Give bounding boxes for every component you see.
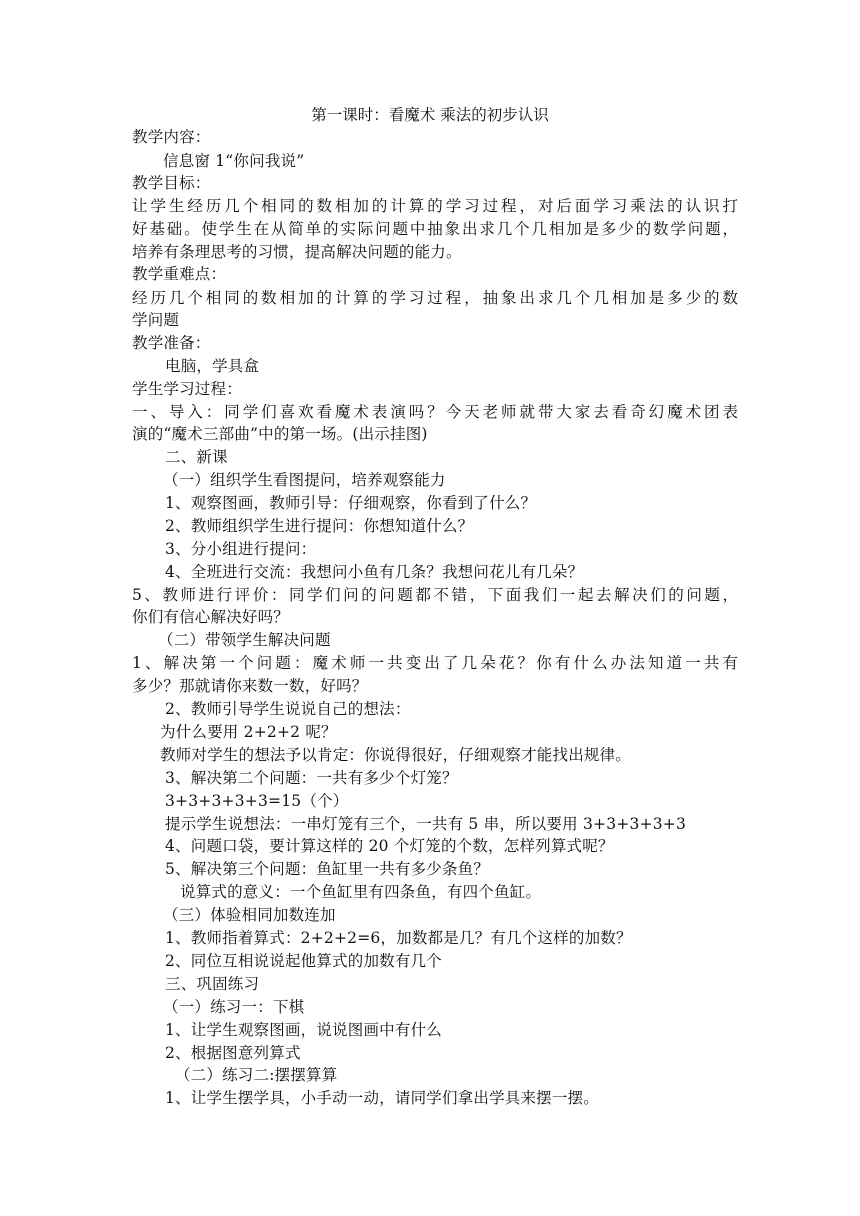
- document-title: 第一课时：看魔术 乘法的初步认识: [311, 106, 549, 124]
- text-why-question: 为什么要用 2+2+2 呢？: [160, 723, 337, 741]
- text-exercise-2-step-1: 1、让学生摆学具，小手动一动，请同学们拿出学具来摆一摆。: [165, 1089, 599, 1107]
- text-goals-line-1: 让学生经历几个相同的数相加的计算的学习过程，对后面学习乘法的认识打: [132, 197, 738, 215]
- text-exercise-1-step-1: 1、让学生观察图画，说说图画中有什么: [165, 1021, 442, 1039]
- heading-exercise-1: （一）练习一：下棋: [163, 998, 305, 1016]
- heading-teaching-content: 教学内容：: [132, 128, 211, 146]
- text-problem-1-line-1: 1、解决第一个问题：魔术师一共变出了几朵花？你有什么办法知道一共有: [132, 654, 738, 672]
- text-exercise-1-step-2: 2、根据图意列算式: [165, 1044, 301, 1062]
- text-preparation: 电脑，学具盒: [165, 357, 260, 375]
- text-hint-lanterns: 提示学生说想法：一串灯笼有三个，一共有 5 串，所以要用 3+3+3+3+3: [165, 815, 687, 833]
- text-equation-lanterns: 3+3+3+3+3=15（个）: [165, 792, 349, 810]
- heading-practice: 三、巩固练习: [165, 975, 260, 993]
- text-teacher-affirm: 教师对学生的想法予以肯定：你说得很好，仔细观察才能找出规律。: [160, 746, 632, 764]
- heading-part-1: （一）组织学生看图提问，培养观察能力: [163, 471, 446, 489]
- text-problem-fish: 5、解决第三个问题：鱼缸里一共有多少条鱼？: [165, 860, 490, 878]
- text-info-window: 信息窗 1“你问我说”: [163, 152, 305, 170]
- text-equation-meaning: 说算式的意义：一个鱼缸里有四条鱼，有四个鱼缸。: [180, 883, 542, 901]
- text-step-3: 3、分小组进行提问：: [165, 540, 317, 558]
- heading-teaching-goals: 教学目标：: [132, 174, 211, 192]
- text-step-2: 2、教师组织学生进行提问：你想知道什么？: [165, 517, 474, 535]
- text-step-4: 4、全班进行交流：我想问小鱼有几条？我想问花儿有几朵？: [165, 563, 584, 581]
- text-step-5-line-2: 你们有信心解决好吗？: [132, 608, 290, 626]
- text-difficulties-line-1: 经历几个相同的数相加的计算的学习过程，抽象出求几个几相加是多少的数: [132, 289, 738, 307]
- heading-preparation: 教学准备：: [132, 334, 211, 352]
- text-problem-lanterns: 3、解决第二个问题：一共有多少个灯笼？: [165, 769, 458, 787]
- heading-key-difficulties: 教学重难点：: [132, 265, 227, 283]
- heading-exercise-2: （二）练习二:摆摆算算: [175, 1066, 338, 1084]
- heading-learning-process: 学生学习过程：: [132, 380, 242, 398]
- text-goals-line-2: 好基础。使学生在从简单的实际问题中抽象出求几个几相加是多少的数学问题，: [132, 220, 738, 238]
- text-addends-1: 1、教师指着算式：2+2+2=6，加数都是几？有几个这样的加数？: [165, 929, 632, 947]
- text-problem-1-line-2: 多少？那就请你来数一数，好吗？: [132, 677, 368, 695]
- text-addends-2: 2、同位互相说说起他算式的加数有几个: [165, 952, 442, 970]
- text-step-1: 1、观察图画，教师引导：仔细观察，你看到了什么？: [165, 494, 537, 512]
- text-goals-line-3: 培养有条理思考的习惯，提高解决问题的能力。: [132, 243, 462, 261]
- heading-new-lesson: 二、新课: [165, 448, 228, 466]
- text-problem-pocket: 4、问题口袋，要计算这样的 20 个灯笼的个数，怎样列算式呢？: [165, 837, 614, 855]
- heading-part-2: （二）带领学生解决问题: [158, 631, 331, 649]
- text-problem-2-guide: 2、教师引导学生说说自己的想法：: [165, 700, 411, 718]
- heading-part-3: （三）体验相同加数连加: [163, 906, 336, 924]
- text-intro-line-1: 一、导入：同学们喜欢看魔术表演吗？今天老师就带大家去看奇幻魔术团表: [132, 403, 738, 421]
- text-step-5-line-1: 5、教师进行评价：同学们问的问题都不错，下面我们一起去解决们的问题，: [132, 586, 738, 604]
- text-difficulties-line-2: 学问题: [132, 311, 180, 329]
- text-intro-line-2: 演的“魔术三部曲”中的第一场。(出示挂图): [132, 425, 428, 443]
